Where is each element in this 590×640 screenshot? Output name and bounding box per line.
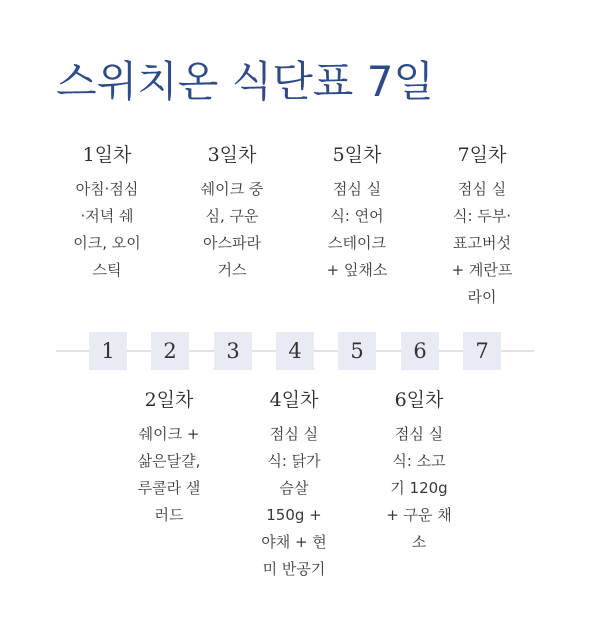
day-description-line: 이크, 오이 xyxy=(73,234,141,252)
timeline-marker-6: 6 xyxy=(401,332,439,370)
day-label: 5일차 xyxy=(332,144,382,166)
day-description xyxy=(119,421,219,529)
day-description-line: 쉐이크 중 xyxy=(200,180,264,198)
day-description-line: 소 xyxy=(411,533,427,551)
day-card-7 xyxy=(432,142,532,311)
day-description-line: 점심 실 xyxy=(332,180,382,198)
day-description-line: 점심 실 xyxy=(394,425,444,443)
day-description-line: 야채 + 현 xyxy=(261,533,327,551)
timeline-marker-2: 2 xyxy=(151,332,189,370)
day-description-line: 아스파라 xyxy=(203,234,261,252)
timeline-marker-7: 7 xyxy=(463,332,501,370)
day-card-2 xyxy=(119,387,219,529)
day-label: 4일차 xyxy=(269,389,319,411)
day-description-line: 점심 실 xyxy=(457,180,507,198)
day-description-line: 미 반공기 xyxy=(262,560,326,578)
day-card-6 xyxy=(369,387,469,556)
day-label: 6일차 xyxy=(394,389,444,411)
day-description-line: 러드 xyxy=(154,506,184,524)
day-description-line: 식: 닭가 xyxy=(267,452,321,470)
day-description-line: 심, 구운 xyxy=(205,207,259,225)
day-description-line: 150g + xyxy=(266,506,322,524)
day-description xyxy=(57,176,157,284)
day-card-3 xyxy=(182,142,282,284)
day-description-line: 스틱 xyxy=(92,261,122,279)
day-description-line: 점심 실 xyxy=(269,425,319,443)
page-title: 스위치온 식단표 7일 xyxy=(56,57,434,106)
day-description-line: 아침·점심 xyxy=(75,180,139,198)
day-card-5 xyxy=(307,142,407,284)
day-label: 2일차 xyxy=(144,389,194,411)
day-description-line: + 잎채소 xyxy=(326,261,388,279)
day-description xyxy=(432,176,532,311)
day-label: 3일차 xyxy=(207,144,257,166)
day-description xyxy=(307,176,407,284)
day-description-line: 라이 xyxy=(467,288,497,306)
timeline-marker-5: 5 xyxy=(338,332,376,370)
timeline-marker-1: 1 xyxy=(89,332,127,370)
day-card-4 xyxy=(244,387,344,583)
day-description-line: 쉐이크 + xyxy=(138,425,200,443)
day-description-line: 거스 xyxy=(217,261,247,279)
timeline-marker-4: 4 xyxy=(276,332,314,370)
day-description-line: 슴살 xyxy=(279,479,309,497)
day-description-line: 스테이크 xyxy=(328,234,386,252)
day-description-line: 루콜라 샐 xyxy=(137,479,201,497)
day-description-line: 식: 두부· xyxy=(452,207,512,225)
day-description xyxy=(369,421,469,556)
day-label: 7일차 xyxy=(457,144,507,166)
day-description xyxy=(182,176,282,284)
day-description-line: 식: 소고 xyxy=(392,452,446,470)
day-description-line: 삶은달걀, xyxy=(137,452,201,470)
day-description xyxy=(244,421,344,583)
day-description-line: + 구운 채 xyxy=(386,506,452,524)
day-description-line: + 계란프 xyxy=(451,261,513,279)
day-label: 1일차 xyxy=(82,144,132,166)
day-description-line: ·저녁 쉐 xyxy=(80,207,134,225)
day-card-1 xyxy=(57,142,157,284)
day-description-line: 표고버섯 xyxy=(453,234,511,252)
timeline-marker-3: 3 xyxy=(214,332,252,370)
day-description-line: 식: 연어 xyxy=(330,207,384,225)
day-description-line: 기 120g xyxy=(390,479,448,497)
